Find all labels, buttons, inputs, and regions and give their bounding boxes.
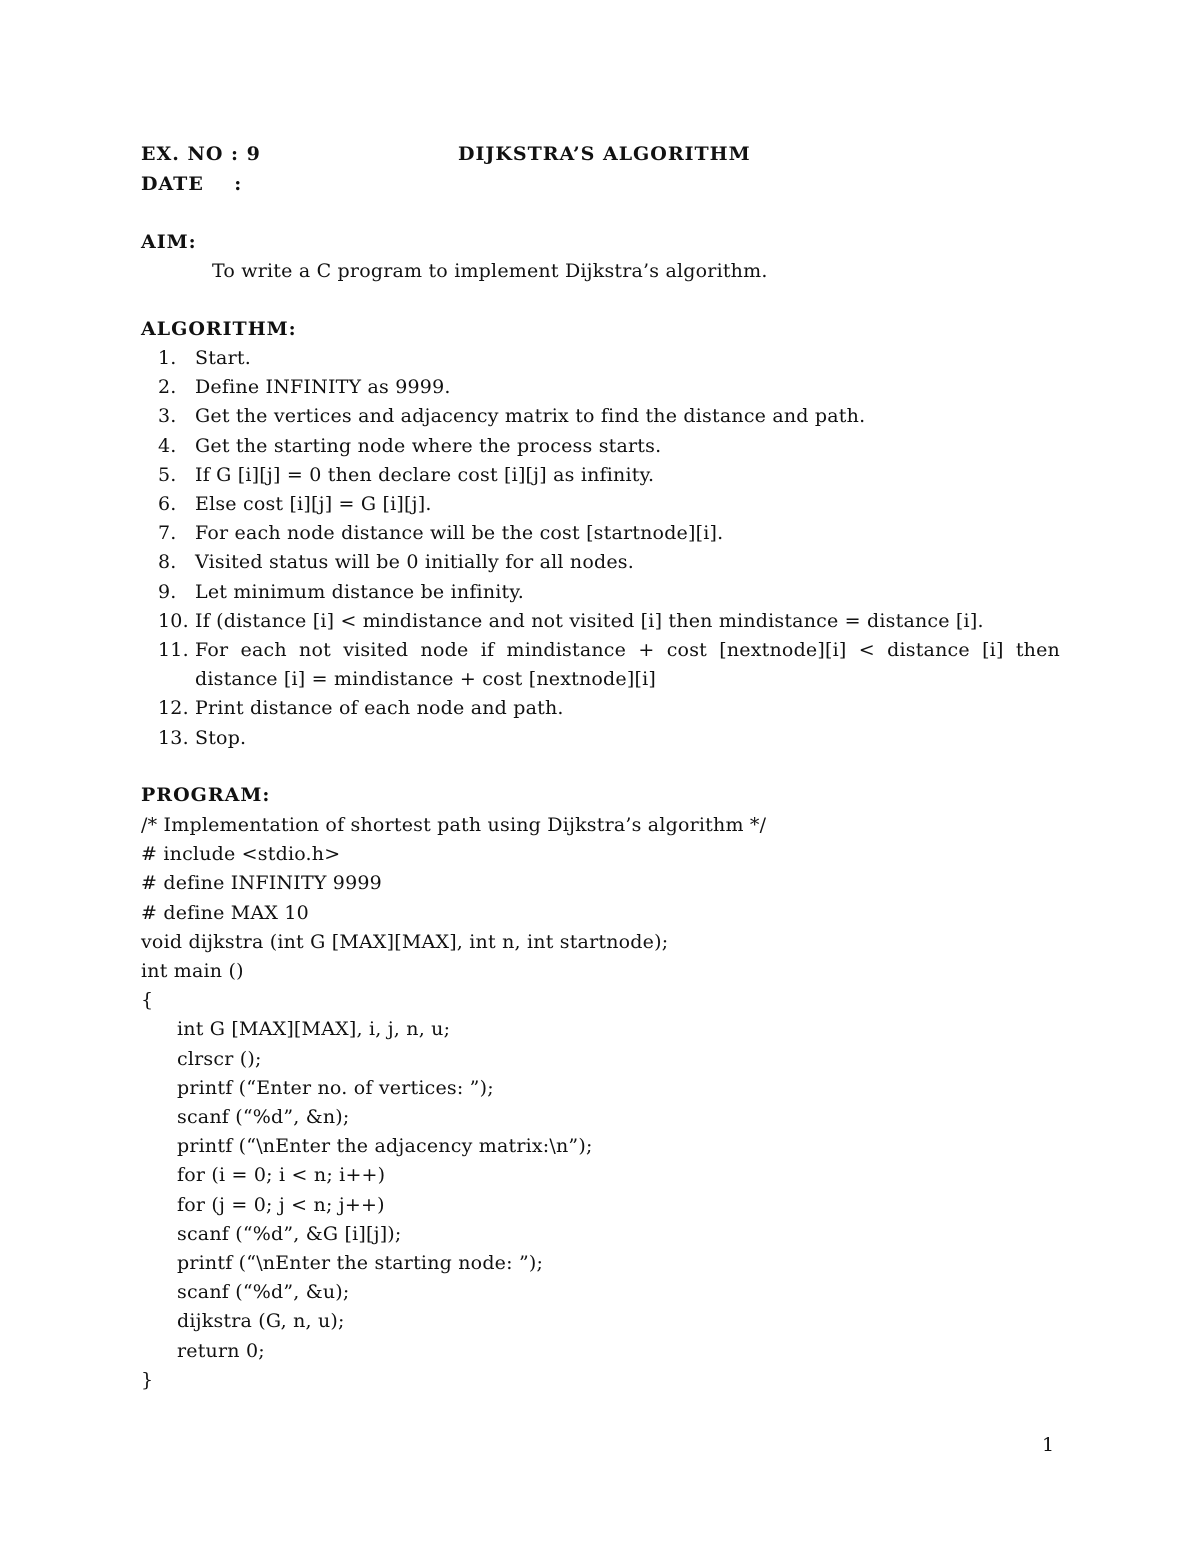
code-line: int G [MAX][MAX], i, j, n, u; [177, 1018, 451, 1041]
step-text: Print distance of each node and path. [195, 697, 564, 720]
date-label: DATE : [141, 173, 243, 195]
step-number: 3. [158, 405, 177, 428]
code-line: scanf (“%d”, &u); [177, 1281, 350, 1304]
code-line: printf (“Enter no. of vertices: ”); [177, 1076, 494, 1099]
code-line: # define INFINITY 9999 [141, 872, 382, 895]
step-number: 12. [158, 697, 189, 720]
step-text: For each node distance will be the cost [startnode][i]. [195, 522, 724, 545]
aim-heading: AIM: [141, 231, 197, 253]
step-number: 10. [158, 609, 189, 632]
step-number: 11. [158, 639, 189, 662]
step-number: 9. [158, 580, 177, 603]
document-title: DIJKSTRA’S ALGORITHM [458, 143, 751, 165]
step-text: Get the vertices and adjacency matrix to find the distance and path. [195, 405, 866, 428]
algorithm-step [158, 490, 1060, 519]
algorithm-step [158, 461, 1060, 490]
code-line: /* Implementation of shortest path using Dijkstra’s algorithm */ [141, 814, 767, 836]
step-text: Stop. [195, 726, 247, 749]
code-line: scanf (“%d”, &n); [177, 1106, 350, 1129]
step-number: 1. [158, 347, 177, 369]
algorithm-step [158, 578, 1060, 607]
step-number: 6. [158, 493, 177, 516]
code-line: for (i = 0; i < n; i++) [177, 1164, 386, 1187]
step-text: Get the starting node where the process starts. [195, 434, 662, 457]
algorithm-heading: ALGORITHM: [141, 318, 297, 340]
exercise-number: EX. NO : 9 [141, 143, 261, 165]
step-text: If G [i][j] = 0 then declare cost [i][j] as infinity. [195, 463, 655, 486]
step-text: Visited status will be 0 initially for all nodes. [195, 551, 634, 574]
algorithm-step [158, 607, 1060, 636]
step-text: If (distance [i] < mindistance and not visited [i] then mindistance = distance [i]. [195, 609, 984, 632]
algorithm-step [158, 344, 1060, 373]
step-number: 4. [158, 434, 177, 457]
code-line: return 0; [177, 1339, 265, 1362]
algorithm-steps [158, 344, 1060, 753]
code-line: printf (“\nEnter the adjacency matrix:\n”); [177, 1135, 593, 1158]
code-line: # define MAX 10 [141, 901, 309, 924]
step-number: 5. [158, 463, 177, 486]
algorithm-step [158, 636, 1060, 694]
code-line: # include <stdio.h> [141, 843, 341, 866]
algorithm-step [158, 519, 1060, 548]
step-text: Else cost [i][j] = G [i][j]. [195, 493, 432, 516]
code-line: clrscr (); [177, 1047, 262, 1070]
algorithm-step [158, 724, 1060, 753]
aim-text: To write a C program to implement Dijkstra’s algorithm. [212, 260, 768, 282]
step-text: For each not visited node if mindistance + cost [nextnode][i] < distance [i] then distance [i] = mindistance + cost [nextnode][i] [195, 639, 1060, 691]
code-line: int main () [141, 960, 244, 983]
algorithm-step [158, 548, 1060, 577]
step-number: 2. [158, 376, 177, 399]
step-number: 13. [158, 726, 189, 749]
code-line: } [141, 1368, 154, 1391]
algorithm-step [158, 373, 1060, 402]
algorithm-step [158, 402, 1060, 431]
algorithm-step [158, 694, 1060, 723]
step-number: 8. [158, 551, 177, 574]
step-number: 7. [158, 522, 177, 545]
code-line: void dijkstra (int G [MAX][MAX], int n, int startnode); [141, 930, 669, 953]
code-line: dijkstra (G, n, u); [177, 1310, 345, 1333]
code-line: for (j = 0; j < n; j++) [177, 1193, 385, 1216]
code-line: scanf (“%d”, &G [i][j]); [177, 1222, 402, 1245]
algorithm-step [158, 432, 1060, 461]
program-code [141, 811, 766, 1395]
step-text: Let minimum distance be infinity. [195, 580, 525, 603]
page-number: 1 [1042, 1434, 1055, 1456]
code-line: printf (“\nEnter the starting node: ”); [177, 1252, 544, 1275]
step-text: Define INFINITY as 9999. [195, 376, 451, 399]
program-heading: PROGRAM: [141, 784, 271, 806]
step-text: Start. [195, 347, 251, 369]
code-line: { [141, 989, 154, 1012]
